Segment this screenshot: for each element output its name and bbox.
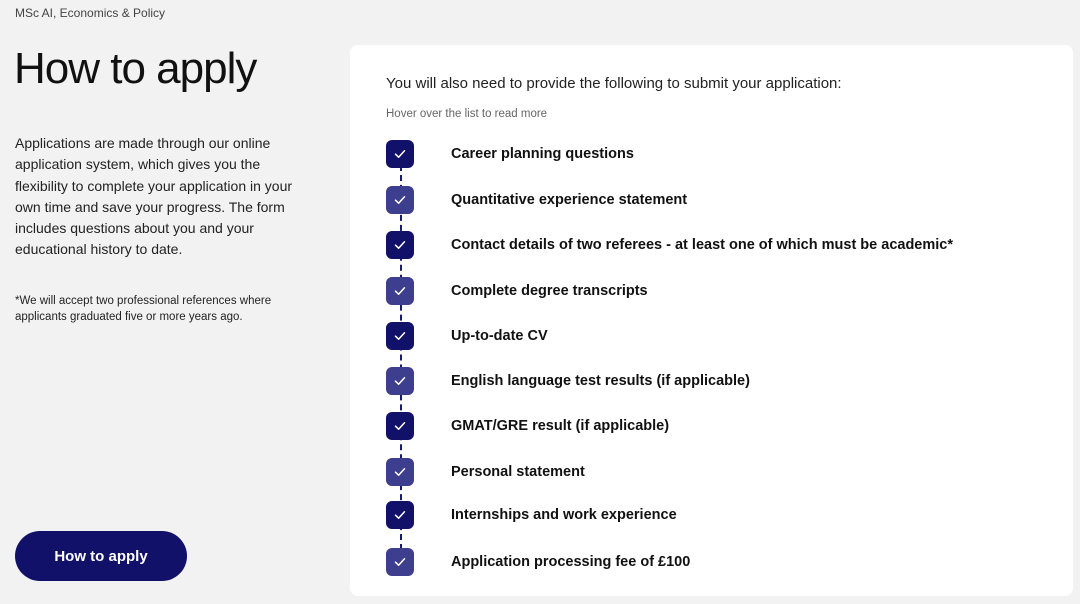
check-icon bbox=[386, 412, 414, 440]
page-title: How to apply bbox=[14, 44, 257, 93]
requirements-card bbox=[350, 45, 1073, 596]
how-to-apply-button[interactable]: How to apply bbox=[15, 531, 187, 581]
check-icon bbox=[386, 548, 414, 576]
check-icon bbox=[386, 501, 414, 529]
requirement-label: Up-to-date CV bbox=[451, 328, 548, 344]
requirement-item[interactable] bbox=[386, 547, 1046, 577]
requirement-item[interactable] bbox=[386, 139, 1046, 169]
requirement-label: Career planning questions bbox=[451, 146, 634, 162]
card-heading: You will also need to provide the following to submit your application: bbox=[386, 75, 842, 92]
requirement-label: Complete degree transcripts bbox=[451, 283, 648, 299]
requirement-item[interactable] bbox=[386, 500, 1046, 530]
requirement-label: Personal statement bbox=[451, 464, 585, 480]
footnote: *We will accept two professional references where applicants graduated five or more years ago. bbox=[15, 295, 272, 323]
check-icon bbox=[386, 322, 414, 350]
check-icon bbox=[386, 186, 414, 214]
intro-text: Applications are made through our online application system, which gives you the flexibility to complete your application in your own time and save your progress. The form includes questions about you and your educational history to date. bbox=[15, 135, 293, 258]
requirement-label: Contact details of two referees - at least one of which must be academic* bbox=[451, 237, 953, 253]
requirement-label: GMAT/GRE result (if applicable) bbox=[451, 418, 670, 434]
check-icon bbox=[386, 140, 414, 168]
requirement-item[interactable] bbox=[386, 230, 1046, 260]
requirement-item[interactable] bbox=[386, 457, 1046, 487]
check-icon bbox=[386, 458, 414, 486]
requirement-label: Internships and work experience bbox=[451, 507, 677, 523]
card-hint: Hover over the list to read more bbox=[386, 108, 548, 120]
breadcrumb: MSc AI, Economics & Policy bbox=[15, 6, 166, 20]
requirement-label: Application processing fee of £100 bbox=[451, 554, 691, 570]
requirement-item[interactable] bbox=[386, 276, 1046, 306]
check-icon bbox=[386, 277, 414, 305]
check-icon bbox=[386, 367, 414, 395]
requirement-label: Quantitative experience statement bbox=[451, 192, 688, 208]
requirement-item[interactable] bbox=[386, 366, 1046, 396]
check-icon bbox=[386, 231, 414, 259]
requirement-label: English language test results (if applicable) bbox=[451, 373, 750, 389]
requirement-item[interactable] bbox=[386, 321, 1046, 351]
requirement-item[interactable] bbox=[386, 411, 1046, 441]
requirement-item[interactable] bbox=[386, 185, 1046, 215]
